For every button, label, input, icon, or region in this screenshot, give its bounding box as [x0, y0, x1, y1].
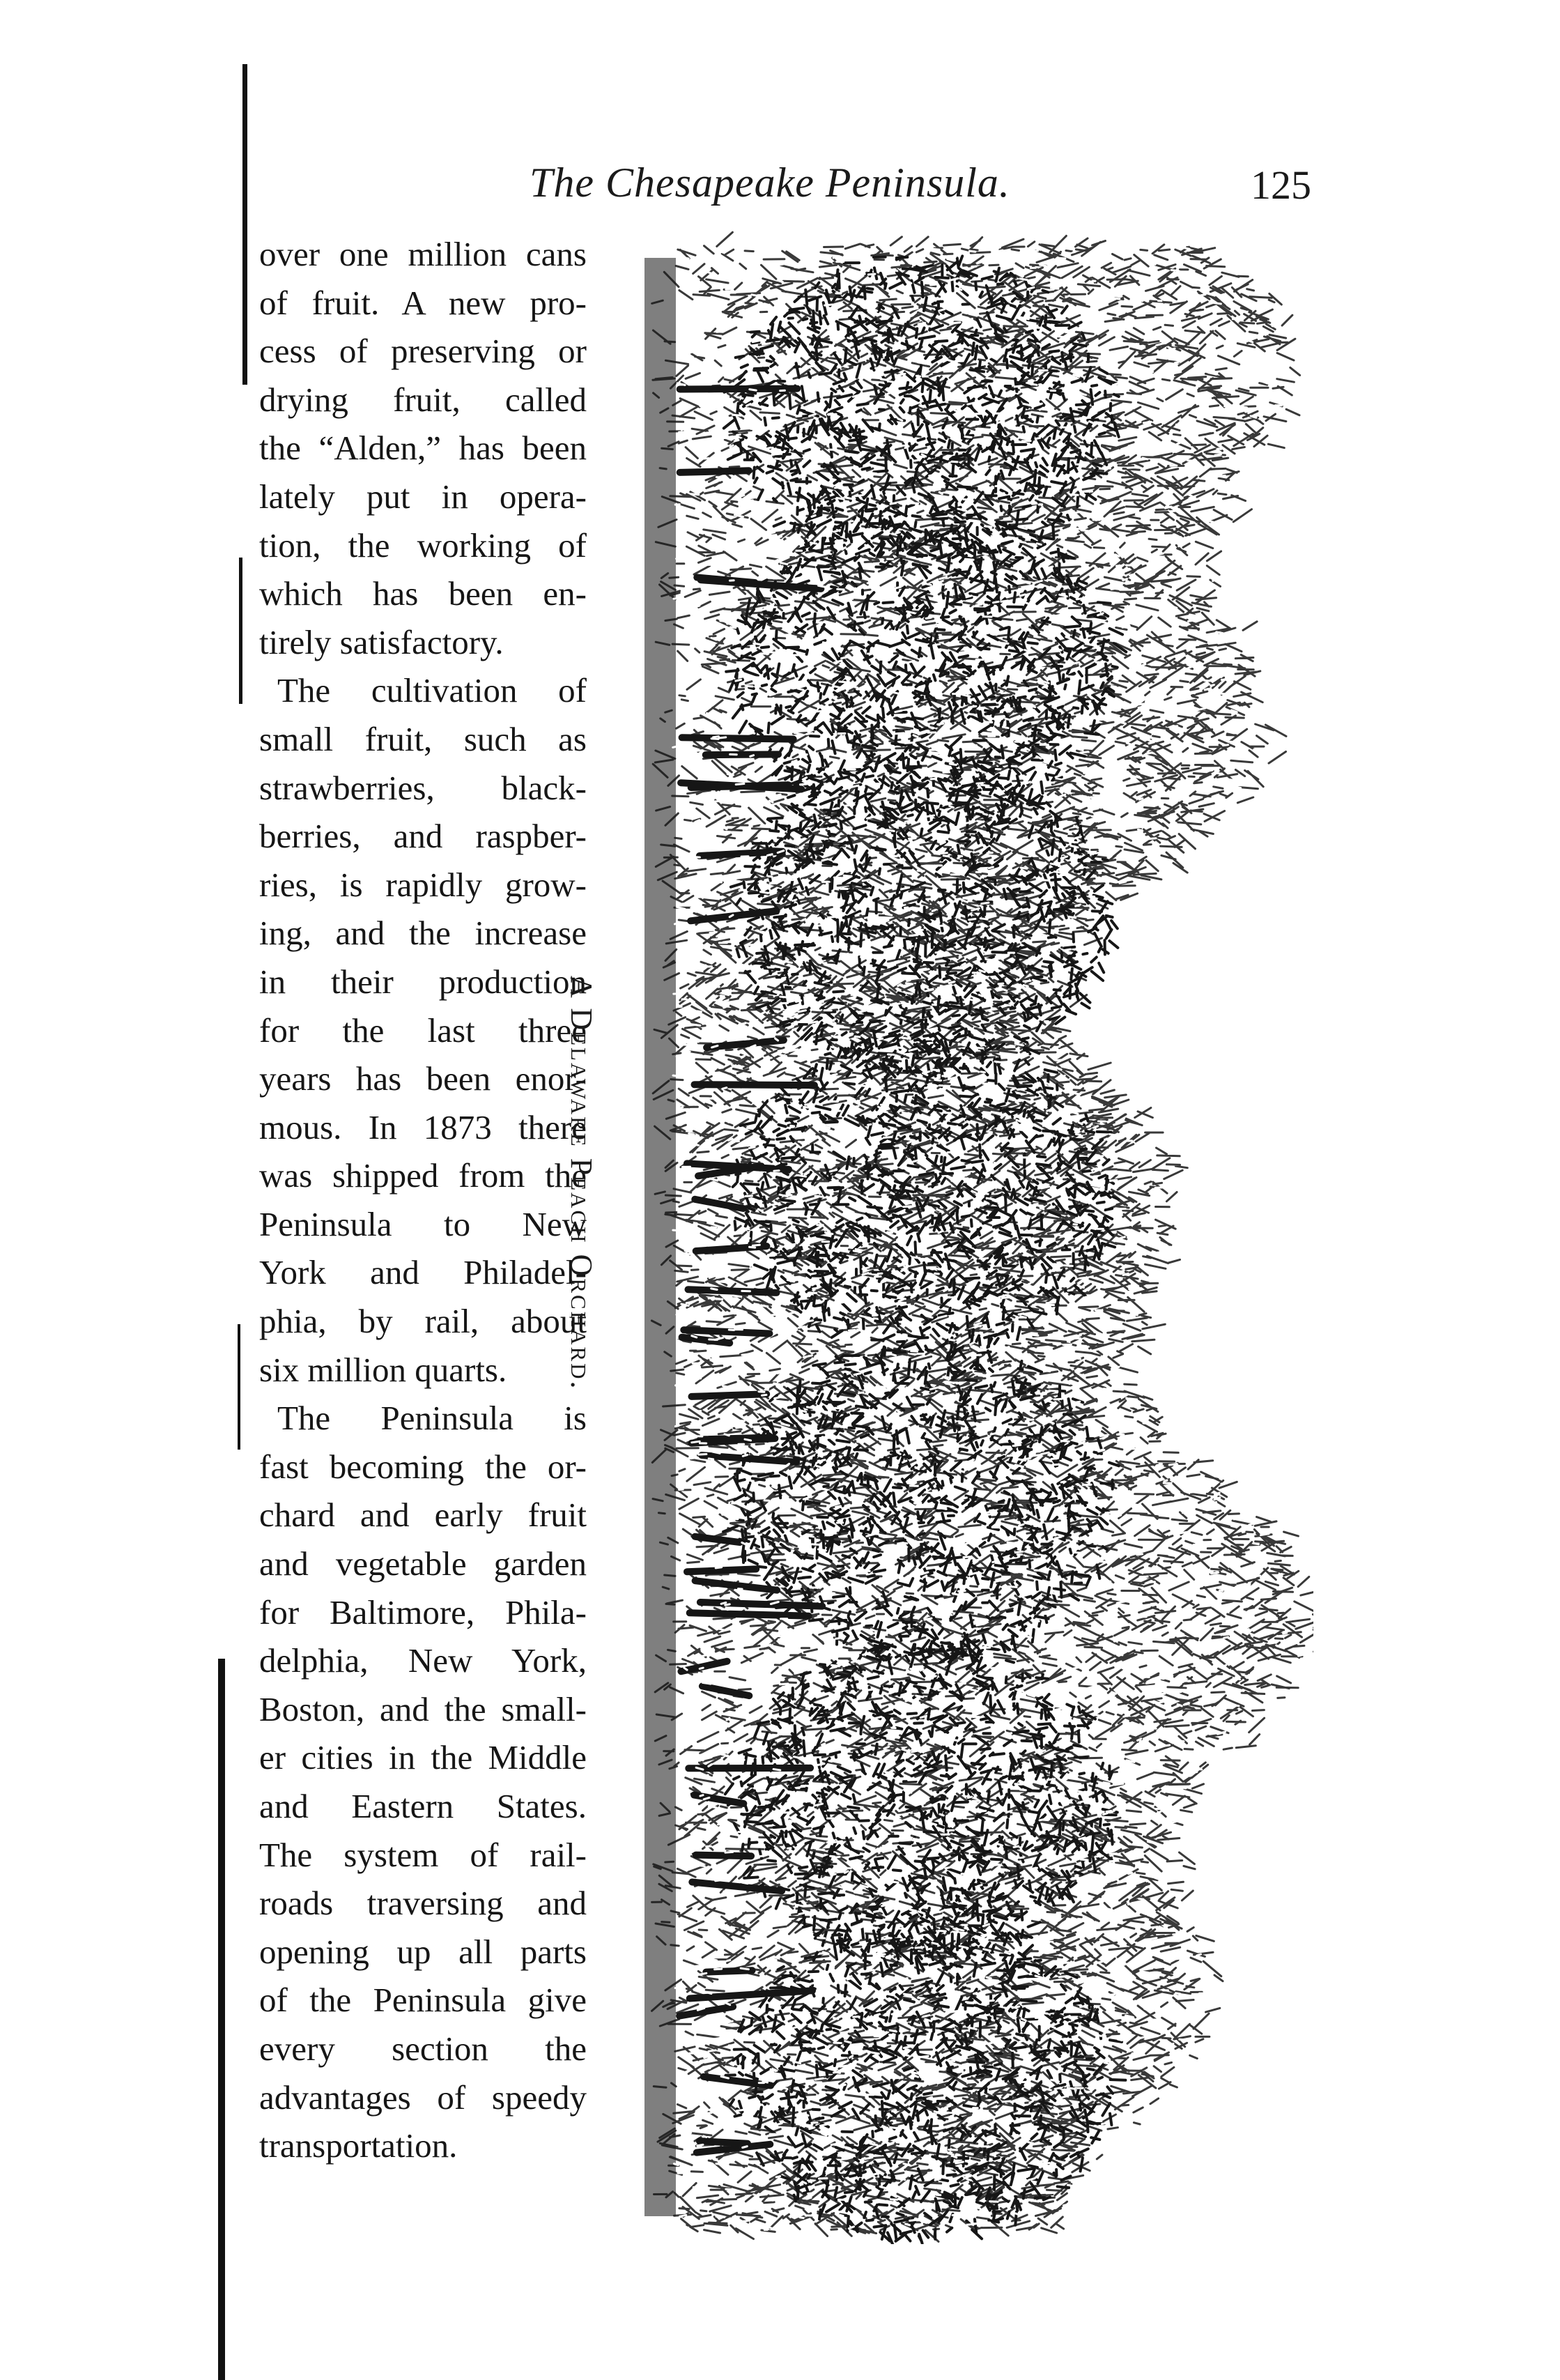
text-line: ries, is rapidly grow-: [259, 865, 587, 904]
text-line: and vegetable garden: [259, 1544, 587, 1583]
margin-rule: [218, 1659, 225, 2380]
text-line: mous. In 1873 there: [259, 1107, 587, 1146]
margin-rule: [242, 64, 247, 385]
text-line: chard and early fruit: [259, 1496, 587, 1535]
text-line: opening up all parts: [259, 1932, 587, 1971]
text-line: which has been en-: [259, 574, 587, 613]
text-line: drying fruit, called: [259, 380, 587, 419]
text-line: phia, by rail, about: [259, 1302, 587, 1341]
text-line: the “Alden,” has been: [259, 429, 587, 468]
text-line: fast becoming the or-: [259, 1447, 587, 1486]
peach-orchard-engraving: [631, 230, 1313, 2244]
text-line: The system of rail-: [259, 1835, 587, 1874]
text-line: Peninsula to New: [259, 1204, 587, 1243]
text-line: tion, the working of: [259, 525, 587, 565]
text-line: berries, and raspber-: [259, 817, 587, 856]
text-line: cess of preserving or: [259, 332, 587, 371]
text-line: transportation.: [259, 2126, 458, 2165]
text-line: for Baltimore, Phila-: [259, 1592, 587, 1632]
text-line: six million quarts.: [259, 1350, 507, 1389]
margin-rule: [239, 558, 242, 704]
text-line: The Peninsula is: [277, 1399, 587, 1438]
text-line: in their production: [259, 962, 587, 1001]
text-line: every section the: [259, 2029, 587, 2068]
text-line: of fruit. A new pro-: [259, 283, 587, 322]
body-text-column: [259, 230, 587, 2170]
text-line: ing, and the increase: [259, 914, 587, 953]
engraving-image: [631, 230, 1313, 2244]
illustration-caption-wrap: [564, 976, 627, 1450]
text-line: delphia, New York,: [259, 1641, 587, 1680]
margin-rule: [238, 1324, 240, 1450]
text-line: Boston, and the small-: [259, 1689, 587, 1728]
text-line: for the last three: [259, 1011, 587, 1050]
text-line: years has been enor-: [259, 1059, 587, 1098]
page-number: 125: [1251, 162, 1311, 208]
running-title: The Chesapeake Peninsula.: [530, 160, 1010, 206]
text-line: er cities in the Middle: [259, 1738, 587, 1777]
text-line: lately put in opera-: [259, 477, 587, 516]
text-line: The cultivation of: [277, 671, 587, 710]
text-line: roads traversing and: [259, 1884, 587, 1923]
text-line: was shipped from the: [259, 1156, 587, 1195]
text-line: tirely satisfactory.: [259, 622, 504, 661]
illustration-caption: A Delaware Peach Orchard.: [564, 976, 598, 1391]
engraving-ground-shadow: [644, 258, 676, 2216]
text-line: and Eastern States.: [259, 1787, 587, 1825]
text-line: over one million cans: [259, 235, 587, 273]
text-line: strawberries, black-: [259, 768, 587, 807]
text-line: advantages of speedy: [259, 2078, 587, 2117]
text-line: small fruit, such as: [259, 719, 587, 758]
text-line: of the Peninsula give: [259, 1981, 587, 2020]
text-line: York and Philadel-: [259, 1253, 587, 1292]
